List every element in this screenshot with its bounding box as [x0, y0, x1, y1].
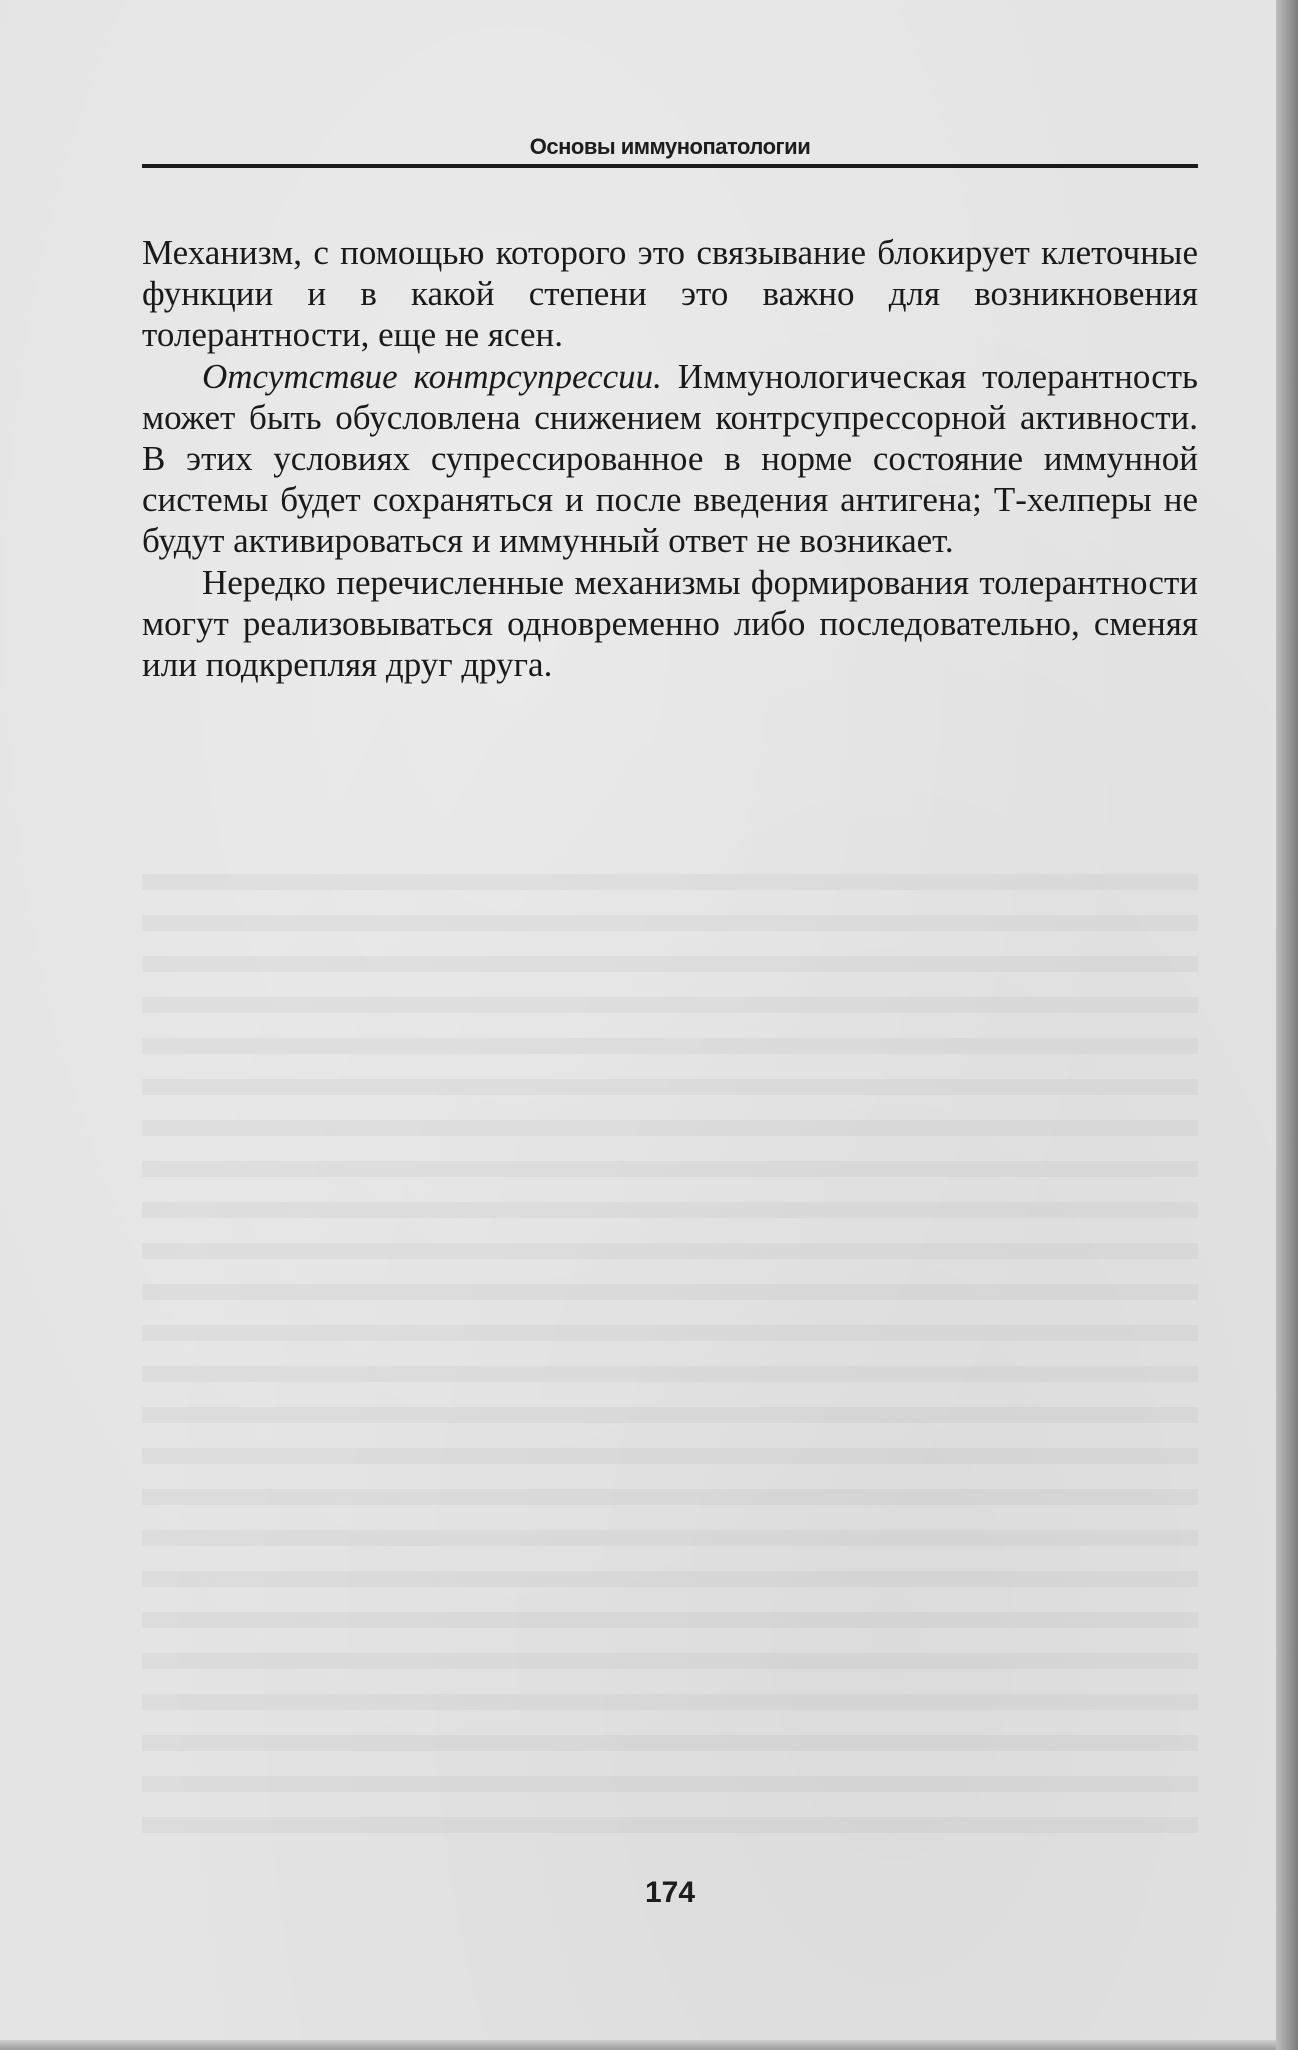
page-number: 174	[644, 1876, 696, 1909]
page-edge-shadow	[1276, 0, 1298, 2050]
paragraph-2-italic-lead: Отсутствие контрсупрессии.	[202, 356, 662, 396]
running-header: Основы иммунопатологии	[529, 134, 811, 159]
show-through-texture	[142, 860, 1198, 1840]
paragraph-2	[142, 356, 1198, 562]
paragraph-1: Механизм, с помощью которого это связывание блокирует клеточные функции и в какой степени это важно для возникновения толерантности, еще не ясен.	[142, 233, 1198, 355]
paragraph-3: Нередко перечисленные механизмы формирования толерантности могут реализовываться одновременно либо последовательно, сменяя или подкрепляя друг друга.	[142, 562, 1198, 685]
page-bottom-edge	[0, 2040, 1276, 2050]
paragraph-2-text: Иммунологическая толерантность может быть обусловлена снижением контрсупрессорной активности. В этих условиях супрессированное в норме состояние иммунной системы будет сохраняться и после введения антигена; Т-хелперы не будут активироваться и иммунный ответ не возникает.	[142, 356, 1198, 561]
header-rule	[142, 164, 1198, 168]
body-text	[142, 232, 1198, 685]
